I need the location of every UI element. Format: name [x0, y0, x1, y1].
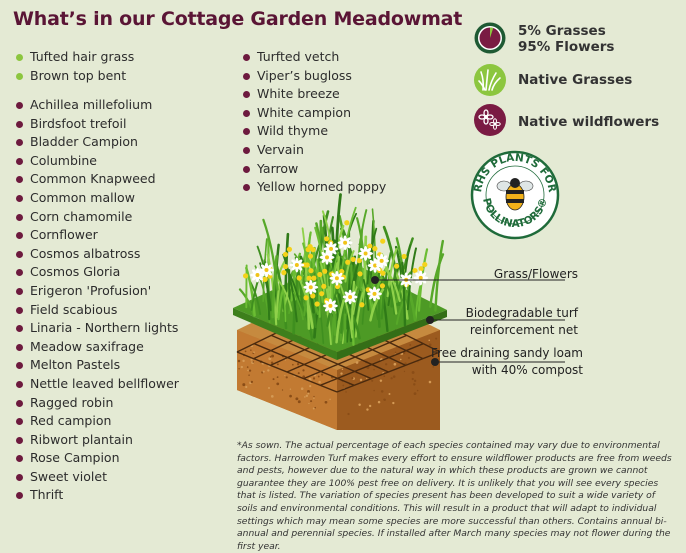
species-item: Cornflower [13, 226, 179, 245]
footnote-disclaimer: *As sown. The actual percentage of each species contained may vary due to environmental factors. Harrowden Turf makes every effort to ensure wildflower products are free from weeds and pests, however due to the natural way in which these products are grown we cannot guarantee they are 100% pest free on delivery. It is unlikely that you will see every species that is listed. The variation of species present has been developed to suit a wide variety of soils and environmental conditions. This will result in a product that will adapt to individual settings which may mean some species are more successful than others. Contains annual bi-annual and perennial species. If installed after March many species may not flower during the first year. [237, 440, 672, 552]
species-item: Ribwort plantain [13, 431, 179, 450]
page-title: What’s in our Cottage Garden Meadowmat [13, 8, 463, 30]
ratio-line-1: 5% Grasses [518, 23, 606, 39]
flower-species-list-2 [240, 48, 386, 197]
species-item: Brown top bent [13, 67, 134, 86]
grass-icon [474, 64, 506, 96]
species-item: Common mallow [13, 189, 179, 208]
species-item: Ragged robin [13, 394, 179, 413]
species-item: Yellow horned poppy [240, 178, 386, 197]
species-item: Rose Campion [13, 449, 179, 468]
species-item: Columbine [13, 152, 179, 171]
species-item: Bladder Campion [13, 133, 179, 152]
species-item: Common Knapweed [13, 170, 179, 189]
native-grasses-label: Native Grasses [518, 72, 633, 88]
species-item: Viper’s bugloss [240, 67, 386, 86]
legend-ratio [474, 22, 674, 62]
species-item: Melton Pastels [13, 356, 179, 375]
species-item: White breeze [240, 85, 386, 104]
species-item: Field scabious [13, 301, 179, 320]
flower-species-list-1 [13, 96, 179, 505]
callout-turf-net: Biodegradable turf reinforcement net [465, 306, 578, 337]
species-item: Linaria - Northern lights [13, 319, 179, 338]
species-item: Tufted hair grass [13, 48, 134, 67]
species-item: Vervain [240, 141, 386, 160]
species-item: Erigeron 'Profusion' [13, 282, 179, 301]
callout-grass-flowers: Grass/Flowers [493, 267, 578, 281]
species-item: Corn chamomile [13, 208, 179, 227]
callout-sandy-loam: Free draining sandy loam with 40% compost [431, 346, 583, 377]
grass-species-list [13, 48, 134, 85]
species-item: Wild thyme [240, 122, 386, 141]
flower-icon [474, 104, 506, 136]
species-item: Red campion [13, 412, 179, 431]
ratio-line-2: 95% Flowers [518, 39, 615, 55]
species-item: Birdsfoot trefoil [13, 115, 179, 134]
species-item: Sweet violet [13, 468, 179, 487]
legend-native-wildflowers [474, 104, 674, 144]
svg-text:POLLINATORS®: POLLINATORS® [480, 196, 551, 231]
native-wildflowers-label: Native wildflowers [518, 114, 660, 130]
species-item: Achillea millefolium [13, 96, 179, 115]
species-item: Nettle leaved bellflower [13, 375, 179, 394]
species-item: Turfted vetch [240, 48, 386, 67]
ratio-pie-icon [474, 22, 506, 54]
species-item: Cosmos albatross [13, 245, 179, 264]
turf-layers-diagram [225, 220, 685, 435]
species-item: Cosmos Gloria [13, 263, 179, 282]
species-item: Meadow saxifrage [13, 338, 179, 357]
legend-native-grasses [474, 64, 674, 104]
species-item: White campion [240, 104, 386, 123]
species-item: Thrift [13, 486, 179, 505]
species-item: Yarrow [240, 160, 386, 179]
svg-text:RHS PLANTS FOR: RHS PLANTS FOR [471, 151, 559, 194]
